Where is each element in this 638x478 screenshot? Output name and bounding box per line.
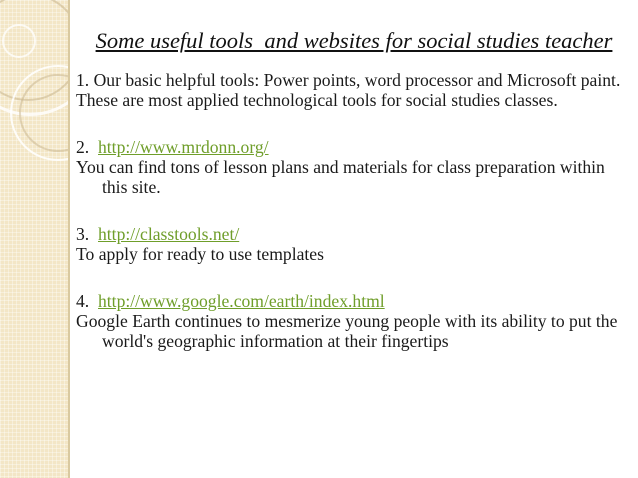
slide-content <box>76 70 632 351</box>
item-2-line <box>76 137 632 157</box>
item-4-number: 4. <box>76 291 90 311</box>
item-4-line <box>76 291 632 311</box>
link-google-earth[interactable]: http://www.google.com/earth/index.html <box>98 291 385 311</box>
decorative-ring-icon <box>2 24 36 58</box>
link-classtools[interactable]: http://classtools.net/ <box>98 224 240 244</box>
sidebar-divider <box>68 0 70 478</box>
item-3-number: 3. <box>76 224 90 244</box>
item-3-description: To apply for ready to use templates <box>76 244 324 264</box>
item-2-description: You can find tons of lesson plans and materials for class preparation within this site. <box>76 157 605 197</box>
item-1-description: These are most applied technological tools for social studies classes. <box>76 90 558 110</box>
item-4-description: Google Earth continues to mesmerize young people with its ability to put the world's geographic information at their fingertips <box>76 311 618 351</box>
decorative-sidebar <box>0 0 68 478</box>
link-mrdonn[interactable]: http://www.mrdonn.org/ <box>98 137 269 157</box>
item-1-text: 1. Our basic helpful tools: Power points, word processor and Microsoft paint. <box>76 70 621 90</box>
item-3-line <box>76 224 632 244</box>
slide-title: Some useful tools and websites for social studies teacher <box>95 28 613 53</box>
item-2-number: 2. <box>76 137 90 157</box>
